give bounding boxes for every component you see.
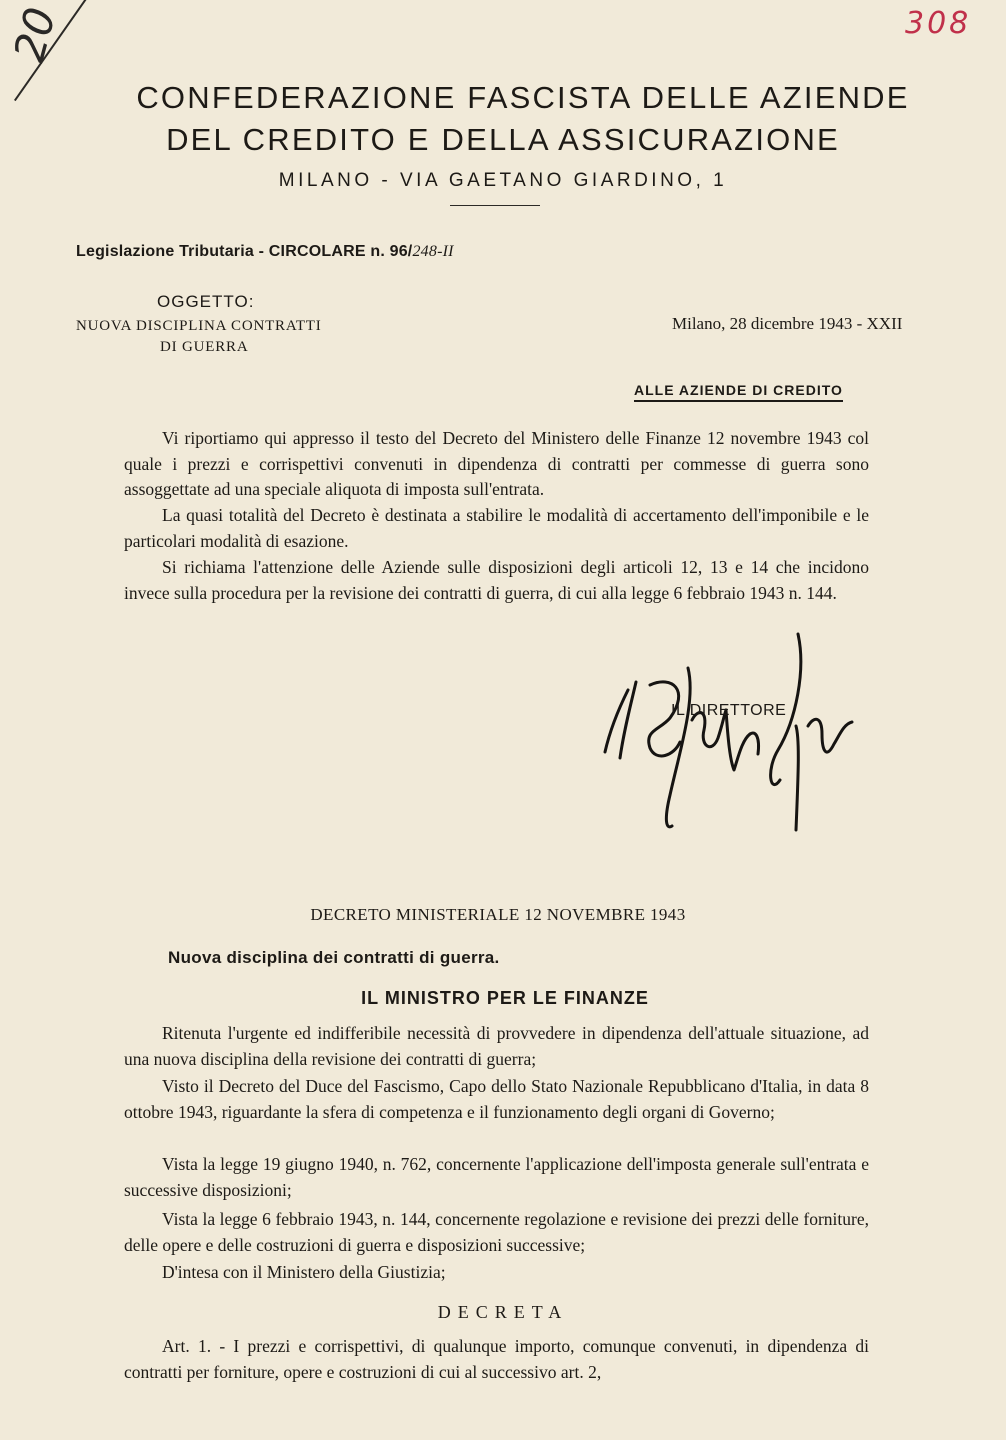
subject-label: OGGETTO: (157, 292, 255, 311)
letter-date: Milano, 28 dicembre 1943 - XXII (672, 314, 903, 333)
decree-title: DECRETO MINISTERIALE 12 NOVEMBRE 1943 (310, 905, 686, 924)
circular-number: 248-II (412, 243, 454, 260)
body-paragraph-2: La quasi totalità del Decreto è destinata a stabilire le modalità di accertamento dell'imponibile e le particolari modalità di esazione. (124, 505, 869, 551)
subject-line1: NUOVA DISCIPLINA CONTRATTI (76, 318, 322, 334)
handwritten-signature (600, 630, 860, 860)
signature-title: IL DIRETTORE (671, 702, 787, 719)
decree-subtitle: Nuova disciplina dei contratti di guerra. (168, 948, 500, 967)
article-1: Art. 1. - I prezzi e corrispettivi, di qualunque importo, comunque convenuti, in dipendenza di contratti per forniture, opere e costruzioni di cui al successivo art. 2, (124, 1336, 869, 1382)
addressee: ALLE AZIENDE DI CREDITO (634, 382, 843, 402)
decreta-heading: DECRETA (437, 1302, 569, 1322)
decree-recital-2: Visto il Decreto del Duce del Fascismo, Capo dello Stato Nazionale Repubblicano d'Italia, in data 8 ottobre 1943, riguardante la sfera di competenza e il funzionamento degli organi di Governo; (124, 1076, 869, 1122)
minister-heading: IL MINISTRO PER LE FINANZE (361, 988, 649, 1008)
handwritten-page-number-left: 20 (4, 2, 66, 67)
decree-recital-4: Vista la legge 6 febbraio 1943, n. 144, concernente regolazione e revisione dei prezzi delle forniture, delle opere e delle costruzioni di guerra e disposizioni successive; (124, 1209, 869, 1255)
decree-recital-5: D'intesa con il Ministero della Giustizia; (162, 1262, 446, 1282)
circular-reference (76, 243, 454, 261)
header-divider (450, 205, 540, 206)
subject-line2: DI GUERRA (160, 339, 249, 355)
circular-prefix: Legislazione Tributaria - CIRCOLARE n. 96/ (76, 243, 413, 260)
decree-recital-3: Vista la legge 19 giugno 1940, n. 762, concernente l'applicazione dell'imposta generale sull'entrata e successive disposizioni; (124, 1154, 869, 1200)
body-paragraph-3: Si richiama l'attenzione delle Aziende sulle disposizioni degli articoli 12, 13 e 14 che incidono invece sulla procedura per la revisione dei contratti di guerra, di cui alla legge 6 febbraio 1943 n. 144. (124, 557, 869, 603)
organization-address: MILANO - VIA GAETANO GIARDINO, 1 (278, 170, 728, 191)
organization-name-line2: DEL CREDITO E DELLA ASSICURAZIONE (166, 122, 840, 157)
decree-recital-1: Ritenuta l'urgente ed indifferibile necessità di provvedere in dipendenza dell'attuale situazione, ad una nuova disciplina della revisione dei contratti di guerra; (124, 1023, 869, 1069)
handwritten-page-number-right: 308 (905, 6, 972, 41)
organization-name-line1: CONFEDERAZIONE FASCISTA DELLE AZIENDE (136, 80, 910, 115)
body-paragraph-1: Vi riportiamo qui appresso il testo del Decreto del Ministero delle Finanze 12 novembre 1943 col quale i prezzi e corrispettivi convenuti in dipendenza di contratti per commesse di guerra sono assoggettate ad una speciale aliquota di imposta sull'entrata. (124, 428, 869, 499)
